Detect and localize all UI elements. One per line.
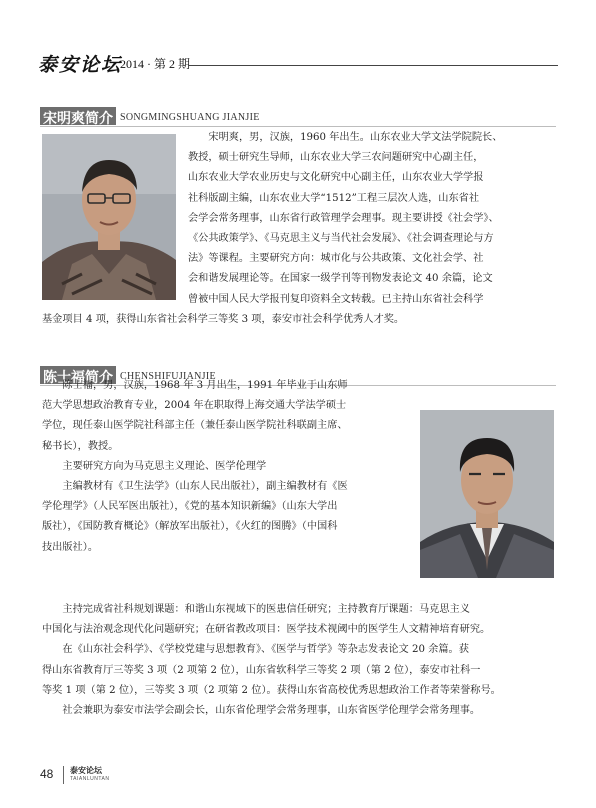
text-line: 陈士福，男，汉族，1968 年 3 月出生，1991 年毕业于山东师 bbox=[62, 380, 348, 391]
text-line: 秘书长），教授。 bbox=[42, 440, 119, 452]
text-line: 学位，现任泰山医学院社科部主任（兼任泰山医学院社科联副主席、 bbox=[42, 420, 348, 432]
text-line: 主要研究方向为马克思主义理论、医学伦理学 bbox=[62, 460, 267, 472]
footer-magazine-name: 泰安论坛 bbox=[70, 766, 102, 775]
text-line: 技出版社）。 bbox=[42, 541, 99, 553]
text-line: 山东农业大学农业历史与文化研究中心副主任，山东农业大学学报 bbox=[188, 172, 484, 184]
bio-text-song-top bbox=[188, 128, 556, 310]
footer-divider bbox=[63, 766, 64, 784]
journal-title: 泰安论坛 bbox=[38, 54, 123, 76]
bio-text-chen-left bbox=[42, 376, 414, 558]
text-line: 宋明爽，男，汉族，1960 年出生。山东农业大学文法学院院长、 bbox=[208, 132, 503, 143]
text-line: 版社），《国防教育概论》（解放军出版社），《火红的图腾》（中国科 bbox=[42, 521, 338, 533]
text-line: 社科版副主编，山东农业大学“1512”工程三层次人选，山东省社 bbox=[188, 192, 480, 204]
section-title: 陈士福简介 bbox=[43, 370, 113, 386]
text-line: 在《山东社会科学》、《学校党建与思想教育》、《医学与哲学》等杂志发表论文 20 余篇。获 bbox=[62, 644, 469, 656]
text-line: 主编教材有《卫生法学》（山东人民出版社），副主编教材有《医 bbox=[62, 481, 348, 493]
page-number: 48 bbox=[40, 767, 54, 781]
text-line: 中国化与法治观念现代化问题研究；在研省教改项目：医学技术视阈中的医学生人文精神培育研究。 bbox=[42, 624, 491, 636]
text-line: 范大学思想政治教育专业，2004 年在职取得上海交通大学法学硕士 bbox=[42, 400, 347, 412]
text-line: 等奖 1 项（第 2 位），三等奖 3 项（2 项第 2 位）。获得山东省高校优秀思想政治工作者等荣誉称号。 bbox=[42, 684, 501, 696]
text-line: 会和谐发展理论等。在国家一级学刊等刊物发表论文 40 余篇，论文 bbox=[188, 273, 493, 285]
header-rule bbox=[188, 65, 558, 66]
section-latin-title: SONGMINGSHUANG JIANJIE bbox=[120, 112, 260, 123]
text-line: 法》等课程。主要研究方向：城市化与公共政策、文化社会学、社 bbox=[188, 253, 484, 265]
footer-magazine-pinyin: TAIANLUNTAN bbox=[70, 776, 110, 782]
text-line: 得山东省教育厅三等奖 3 项（2 项第 2 位），山东省软科学三等奖 2 项（第 2 位），泰安市社科一 bbox=[42, 664, 481, 676]
section-heading-song bbox=[40, 107, 556, 127]
text-line: 会学会常务理事，山东省行政管理学会理事。现主要讲授《社会学》、 bbox=[188, 212, 499, 224]
bio-text-song-tail bbox=[42, 310, 558, 330]
portrait-song bbox=[42, 134, 176, 300]
text-line: 曾被中国人民大学报刊复印资料全文转载。已主持山东省社会科学 bbox=[188, 293, 484, 305]
text-line: 学伦理学》（人民军医出版社），《党的基本知识新编》（山东大学出 bbox=[42, 501, 338, 513]
page-header bbox=[38, 46, 558, 76]
text-line: 教授，硕士研究生导师，山东农业大学三农问题研究中心副主任， bbox=[188, 152, 484, 164]
issue-label: 2014 · 第 2 期 bbox=[120, 57, 190, 71]
page-footer bbox=[40, 764, 240, 786]
text-line: 社会兼职为泰安市法学会副会长，山东省伦理学会常务理事，山东省医学伦理学会常务理事。 bbox=[62, 705, 481, 717]
text-line: 基金项目 4 项，获得山东省社会科学三等奖 3 项，泰安市社会科学优秀人才奖。 bbox=[42, 314, 405, 325]
heading-underline bbox=[40, 126, 556, 127]
section-title: 宋明爽简介 bbox=[43, 111, 113, 127]
portrait-chen bbox=[420, 410, 554, 578]
text-line: 主持完成省社科规划课题：和谐山东视域下的医患信任研究；主持教育厅课题：马克思主义 bbox=[62, 604, 470, 615]
bio-text-chen-full bbox=[42, 600, 558, 721]
section-latin-title: CHENSHIFUJIANJIE bbox=[120, 371, 216, 382]
text-line: 《公共政策学》、《马克思主义与当代社会发展》、《社会调查理论与方 bbox=[188, 233, 494, 245]
